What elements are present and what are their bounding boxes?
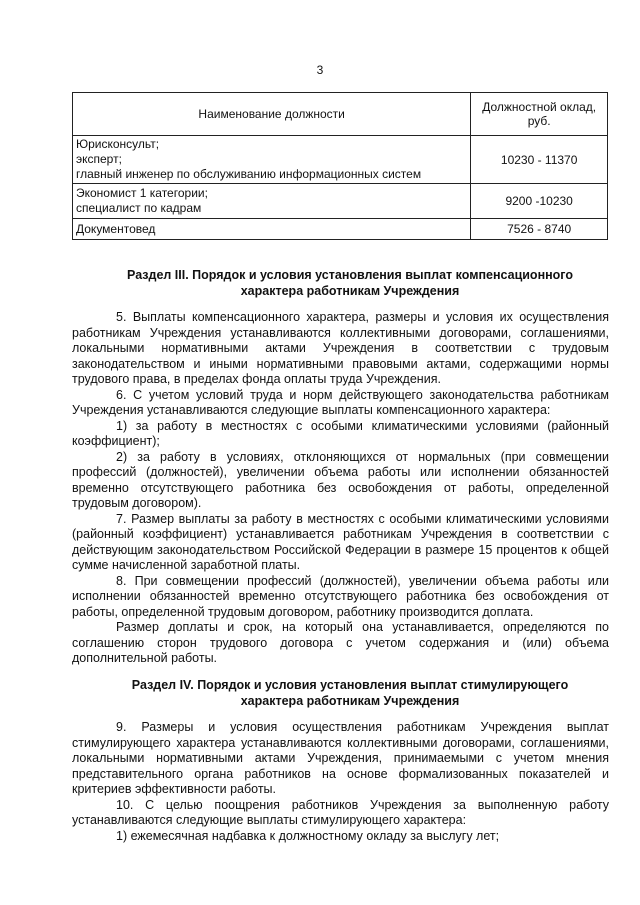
paragraph: 5. Выплаты компенсационного характера, размеры и условия их осуществления работникам Учреждения устанавливаются коллективными договорами, соглашениями, локальными нормативными актами Учреждения в соответствии с трудовым законодательством и иными нормативными правовыми актами, содержащими нормы трудового права, в пределах фонда оплаты труда Учреждения. — [72, 310, 609, 386]
table-header-row — [73, 93, 608, 136]
position-cell — [73, 184, 471, 219]
position-line: специалист по кадрам — [76, 201, 202, 215]
paragraph: 7. Размер выплаты за работу в местностях с особыми климатическими условиями (районный коэффициент) устанавливается работникам Учреждения в соответствии с действующим законодательством Российской Федерации в размере 15 процентов к общей сумме начисленной заработной платы. — [72, 511, 609, 572]
paragraph: 10. С целью поощрения работников Учреждения за выполненную работу устанавливаются следующие выплаты стимулирующего характера: — [72, 797, 609, 827]
position-cell — [73, 136, 471, 184]
table-row — [73, 219, 608, 240]
position-cell — [73, 219, 471, 240]
salary-cell: 10230 - 11370 — [471, 136, 608, 184]
paragraph: 6. С учетом условий труда и норм действующего законодательства работникам Учреждения устанавливаются следующие выплаты компенсационного характера: — [72, 387, 609, 417]
list-item: 2) за работу в условиях, отклоняющихся от нормальных (при совмещении профессий (должностей), увеличении объема работы или исполнении обязанностей временно отсутствующего работника без освобождения от работы, определенной трудовым договором). — [72, 449, 609, 510]
section-3-heading — [90, 267, 610, 299]
heading-line: Раздел IV. Порядок и условия установления выплат стимулирующего — [131, 678, 569, 692]
list-item: 1) за работу в местностях с особыми климатическими условиями (районный коэффициент); — [72, 418, 609, 448]
salary-cell: 9200 -10230 — [471, 184, 608, 219]
position-line: Экономист 1 категории; — [76, 186, 208, 200]
paragraph: 8. При совмещении профессий (должностей), увеличении объема работы или исполнении обязанностей временно отсутствующего работника без освобождения от работы, определенной трудовым договором, работнику производится доплата. — [72, 573, 609, 619]
salary-table — [72, 92, 608, 240]
list-item: 1) ежемесячная надбавка к должностному окладу за выслугу лет; — [116, 828, 500, 843]
column-header-position: Наименование должности — [73, 93, 471, 136]
section-3-body — [72, 310, 609, 667]
position-line: главный инженер по обслуживанию информационных систем — [76, 167, 422, 181]
column-header-salary: Должностной оклад, руб. — [471, 93, 608, 136]
table-row — [73, 136, 608, 184]
heading-line: характера работникам Учреждения — [240, 284, 460, 298]
salary-cell: 7526 - 8740 — [471, 219, 608, 240]
table-row — [73, 184, 608, 219]
position-line: Юрисконсульт; — [76, 137, 160, 151]
position-line: эксперт; — [76, 152, 122, 166]
heading-line: Раздел III. Порядок и условия установления выплат компенсационного — [127, 268, 573, 282]
section-4-body — [72, 720, 609, 844]
section-4-heading — [90, 677, 610, 709]
paragraph: 9. Размеры и условия осуществления работникам Учреждения выплат стимулирующего характера устанавливаются коллективными договорами, соглашениями, локальными нормативными актами Учреждения, принимаемыми с учетом мнения представительного органа работников на основе формализованных показателей и критериев эффективности работы. — [72, 720, 609, 796]
paragraph: Размер доплаты и срок, на который она устанавливается, определяются по соглашению сторон трудового договора с учетом содержания и (или) объема дополнительной работы. — [72, 620, 609, 665]
page-number: 3 — [316, 63, 324, 77]
position-line: Документовед — [76, 221, 156, 236]
heading-line: характера работникам Учреждения — [240, 694, 460, 708]
